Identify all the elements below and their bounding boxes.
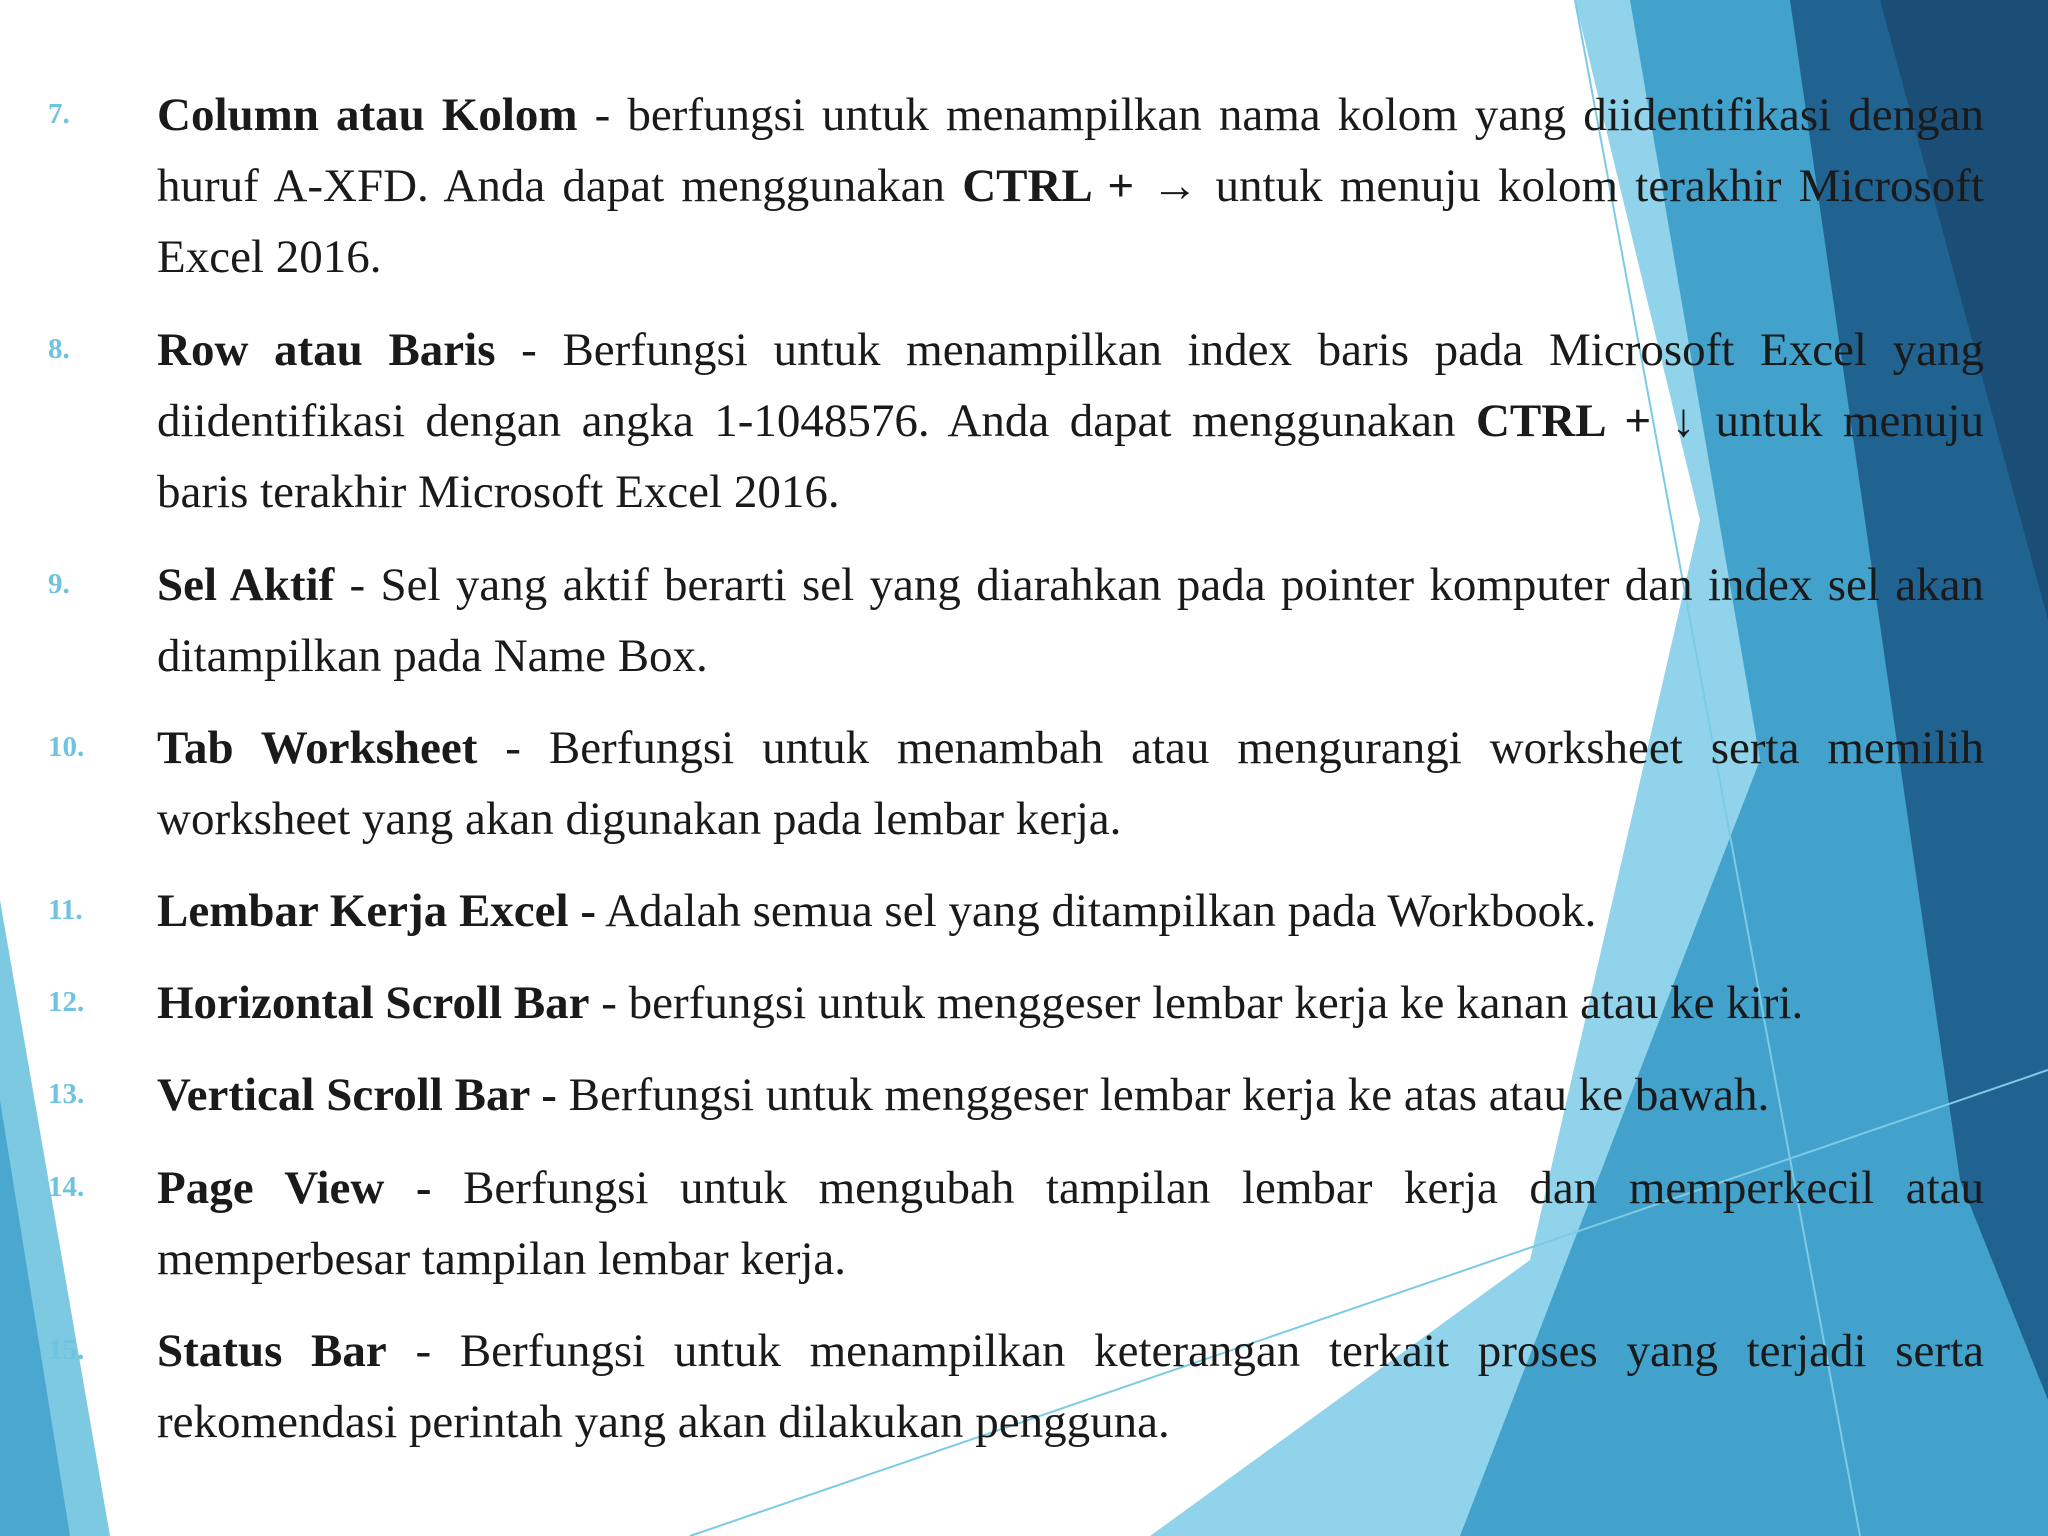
- keyboard-shortcut: CTRL + →: [962, 160, 1199, 212]
- list-item-number: 14.: [48, 1171, 85, 1203]
- list-item-text: [157, 1060, 1984, 1131]
- keyboard-shortcut: CTRL + ↓: [1475, 395, 1696, 447]
- list-item-description: untuk menuju baris terakhir Microsoft Excel 2016.: [157, 395, 1984, 518]
- list-item-text: [157, 1153, 1984, 1295]
- list-item-description: - Berfungsi untuk menampilkan index baris pada Microsoft Excel yang diidentifikasi dengan angka 1-1048576. Anda dapat menggunakan: [157, 324, 1984, 447]
- list-item-text: [157, 713, 1984, 855]
- list-item-term: Tab Worksheet: [157, 722, 478, 774]
- list-item-term: Column atau Kolom: [157, 89, 578, 141]
- list-item-description: - Sel yang aktif berarti sel yang diarahkan pada pointer komputer dan index sel akan ditampilkan pada Name Box.: [157, 559, 1984, 682]
- list-item-number: 13.: [48, 1078, 85, 1110]
- list-item-number: 12.: [48, 986, 85, 1018]
- list-item-description: - berfungsi untuk menggeser lembar kerja ke kanan atau ke kiri.: [589, 977, 1804, 1029]
- list-item-term: Status Bar: [157, 1325, 387, 1377]
- list-item-text: [157, 1316, 1984, 1458]
- list-item-description: - Berfungsi untuk menampilkan keterangan terkait proses yang terjadi serta rekomendasi perintah yang akan dilakukan pengguna.: [157, 1325, 1984, 1448]
- list-item-description: - Berfungsi untuk menambah atau mengurangi worksheet serta memilih worksheet yang akan digunakan pada lembar kerja.: [157, 722, 1984, 845]
- list-item-text: [157, 968, 1984, 1039]
- list-item-text: [157, 550, 1984, 692]
- list-item-description: Berfungsi untuk mengubah tampilan lembar kerja dan memperkecil atau memperbesar tampilan lembar kerja.: [157, 1162, 1984, 1285]
- list-item-text: [157, 315, 1984, 528]
- list-item-number: 8.: [48, 333, 70, 365]
- list-item-description: Berfungsi untuk menggeser lembar kerja ke atas atau ke bawah.: [556, 1069, 1770, 1121]
- list-item-term: Vertical Scroll Bar -: [157, 1069, 557, 1121]
- list-item-description: - berfungsi untuk menampilkan nama kolom yang diidentifikasi dengan huruf A-XFD. Anda dapat menggunakan: [157, 89, 1984, 212]
- list-item-description: untuk menuju kolom terakhir Microsoft Excel 2016.: [157, 160, 1984, 283]
- list-item-description: Adalah semua sel yang ditampilkan pada Workbook.: [595, 885, 1597, 937]
- list-item-number: 15.: [48, 1334, 85, 1366]
- list-item-number: 11.: [48, 894, 83, 926]
- list-item-term: Page View -: [157, 1162, 432, 1214]
- list-item-text: [157, 876, 1984, 947]
- list-item-number: 9.: [48, 568, 70, 600]
- list-item-term: Lembar Kerja Excel -: [157, 885, 596, 937]
- list-item-term: Horizontal Scroll Bar: [157, 977, 590, 1029]
- list-item-term: Sel Aktif: [157, 559, 335, 611]
- list-item-term: Row atau Baris: [157, 324, 496, 376]
- list-item-text: [157, 80, 1984, 293]
- list-item-number: 7.: [48, 98, 70, 130]
- list-item-number: 10.: [48, 731, 85, 763]
